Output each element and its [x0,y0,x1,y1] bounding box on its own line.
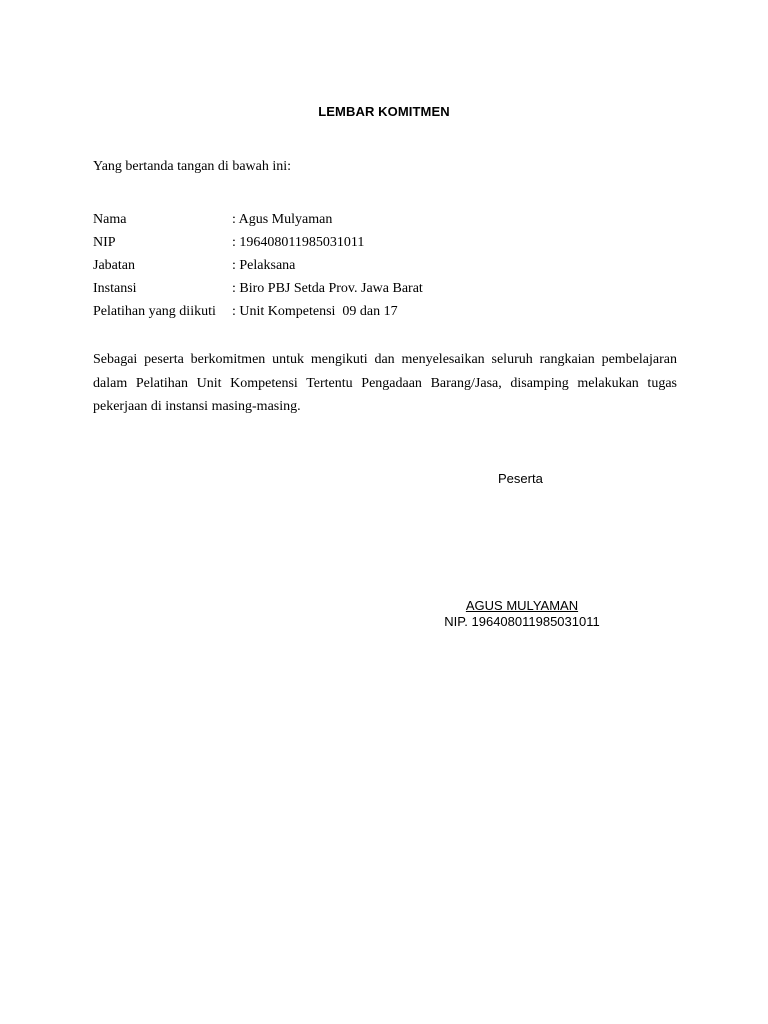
signature-role: Peserta [498,471,543,486]
field-value-jabatan: : Pelaksana [232,258,296,273]
field-row-jabatan [93,257,423,280]
field-value-pelatihan: : Unit Kompetensi 09 dan 17 [232,304,398,319]
field-value-nama: : Agus Mulyaman [232,212,333,227]
signature-block [422,598,622,630]
field-label-pelatihan: Pelatihan yang diikuti [93,304,216,319]
commitment-paragraph: Sebagai peserta berkomitmen untuk mengikuti dan menyelesaikan seluruh rangkaian pembelajaran dalam Pelatihan Unit Kompetensi Tertentu Pengadaan Barang/Jasa, disamping melakukan tugas pekerjaan di instansi masing-masing. [93,352,677,414]
intro-text: Yang bertanda tangan di bawah ini: [93,159,292,174]
field-row-pelatihan [93,303,423,326]
field-row-nip [93,234,423,257]
field-label-instansi: Instansi [93,281,137,296]
field-row-nama [93,211,423,234]
field-row-instansi [93,280,423,303]
field-value-instansi: : Biro PBJ Setda Prov. Jawa Barat [232,281,423,296]
field-label-nama: Nama [93,212,127,227]
signature-nip: NIP. 196408011985031011 [444,614,600,629]
identity-fields [93,211,423,326]
signature-name: AGUS MULYAMAN [465,598,579,613]
field-label-nip: NIP [93,235,116,250]
document-title: LEMBAR KOMITMEN [318,104,450,119]
field-label-jabatan: Jabatan [93,258,135,273]
field-value-nip: : 196408011985031011 [232,235,365,250]
